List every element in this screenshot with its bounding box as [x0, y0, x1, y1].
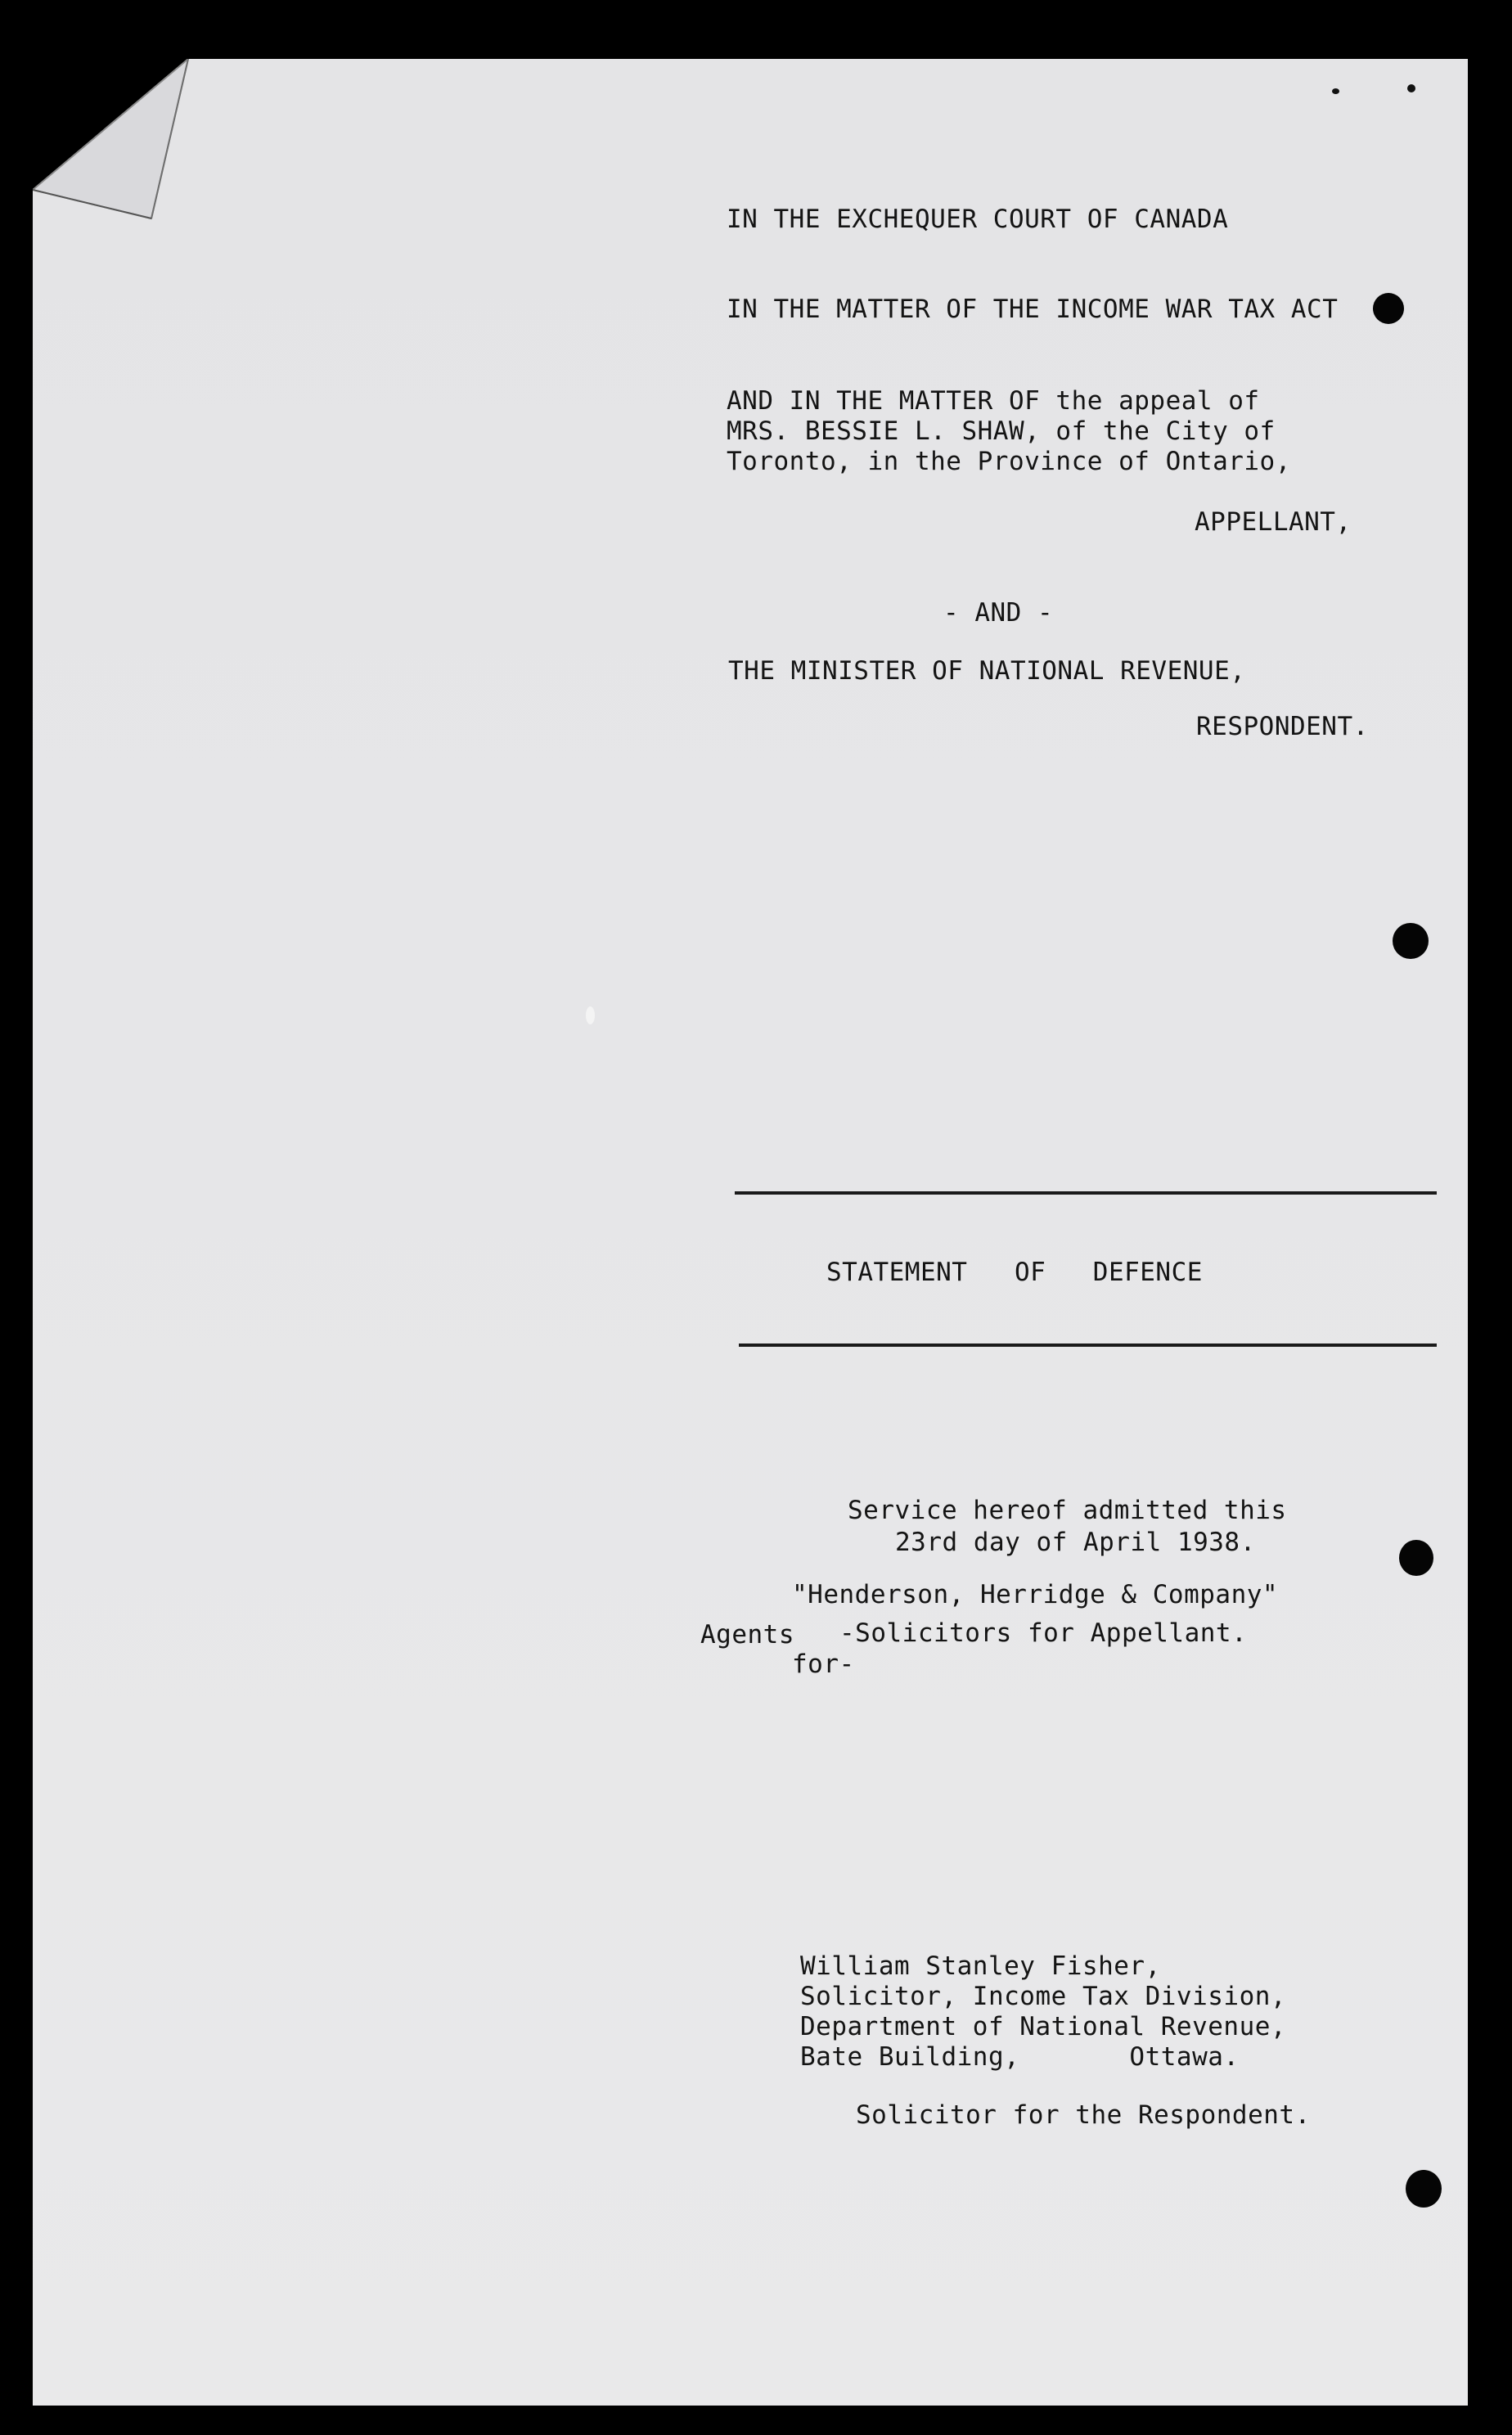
- respondent-role: RESPONDENT.: [1196, 712, 1369, 741]
- solicitor-line-2: Solicitor, Income Tax Division,: [800, 1982, 1287, 2011]
- document-title: STATEMENT OF DEFENCE: [826, 1258, 1203, 1287]
- appellant-role: APPELLANT,: [1195, 507, 1352, 537]
- appeal-line-2: MRS. BESSIE L. SHAW, of the City of: [727, 416, 1276, 446]
- solicitor-role: Solicitor for the Respondent.: [856, 2100, 1311, 2130]
- title-rule-top: [735, 1191, 1437, 1195]
- solicitor-line-3: Department of National Revenue,: [800, 2012, 1287, 2041]
- appeal-line-1: AND IN THE MATTER OF the appeal of: [727, 386, 1260, 416]
- punch-hole-3: [1399, 1540, 1433, 1576]
- service-firm: "Henderson, Herridge & Company": [792, 1580, 1279, 1609]
- service-line-2: 23rd day of April 1938.: [895, 1528, 1256, 1557]
- versus-label: - AND -: [943, 598, 1054, 628]
- scan-speck-3: [586, 1006, 595, 1024]
- punch-hole-4: [1406, 2170, 1442, 2208]
- service-role: -Solicitors for Appellant.: [839, 1618, 1248, 1648]
- title-rule-bottom: [739, 1344, 1437, 1347]
- folded-corner: [33, 59, 196, 223]
- scan-speck-1: [1332, 88, 1339, 94]
- court-heading: IN THE EXCHEQUER COURT OF CANADA: [727, 205, 1229, 234]
- service-line-1: Service hereof admitted this: [848, 1496, 1287, 1525]
- appeal-line-3: Toronto, in the Province of Ontario,: [727, 447, 1291, 476]
- solicitor-line-1: William Stanley Fisher,: [800, 1951, 1161, 1981]
- respondent-name: THE MINISTER OF NATIONAL REVENUE,: [728, 656, 1246, 686]
- punch-hole-2: [1393, 923, 1429, 959]
- for-label: for-: [792, 1650, 855, 1679]
- solicitor-line-4: Bate Building, Ottawa.: [800, 2042, 1240, 2072]
- agents-label: Agents: [700, 1620, 794, 1650]
- matter-act-heading: IN THE MATTER OF THE INCOME WAR TAX ACT: [727, 295, 1339, 324]
- scan-speck-2: [1407, 84, 1415, 92]
- punch-hole-1: [1373, 293, 1404, 324]
